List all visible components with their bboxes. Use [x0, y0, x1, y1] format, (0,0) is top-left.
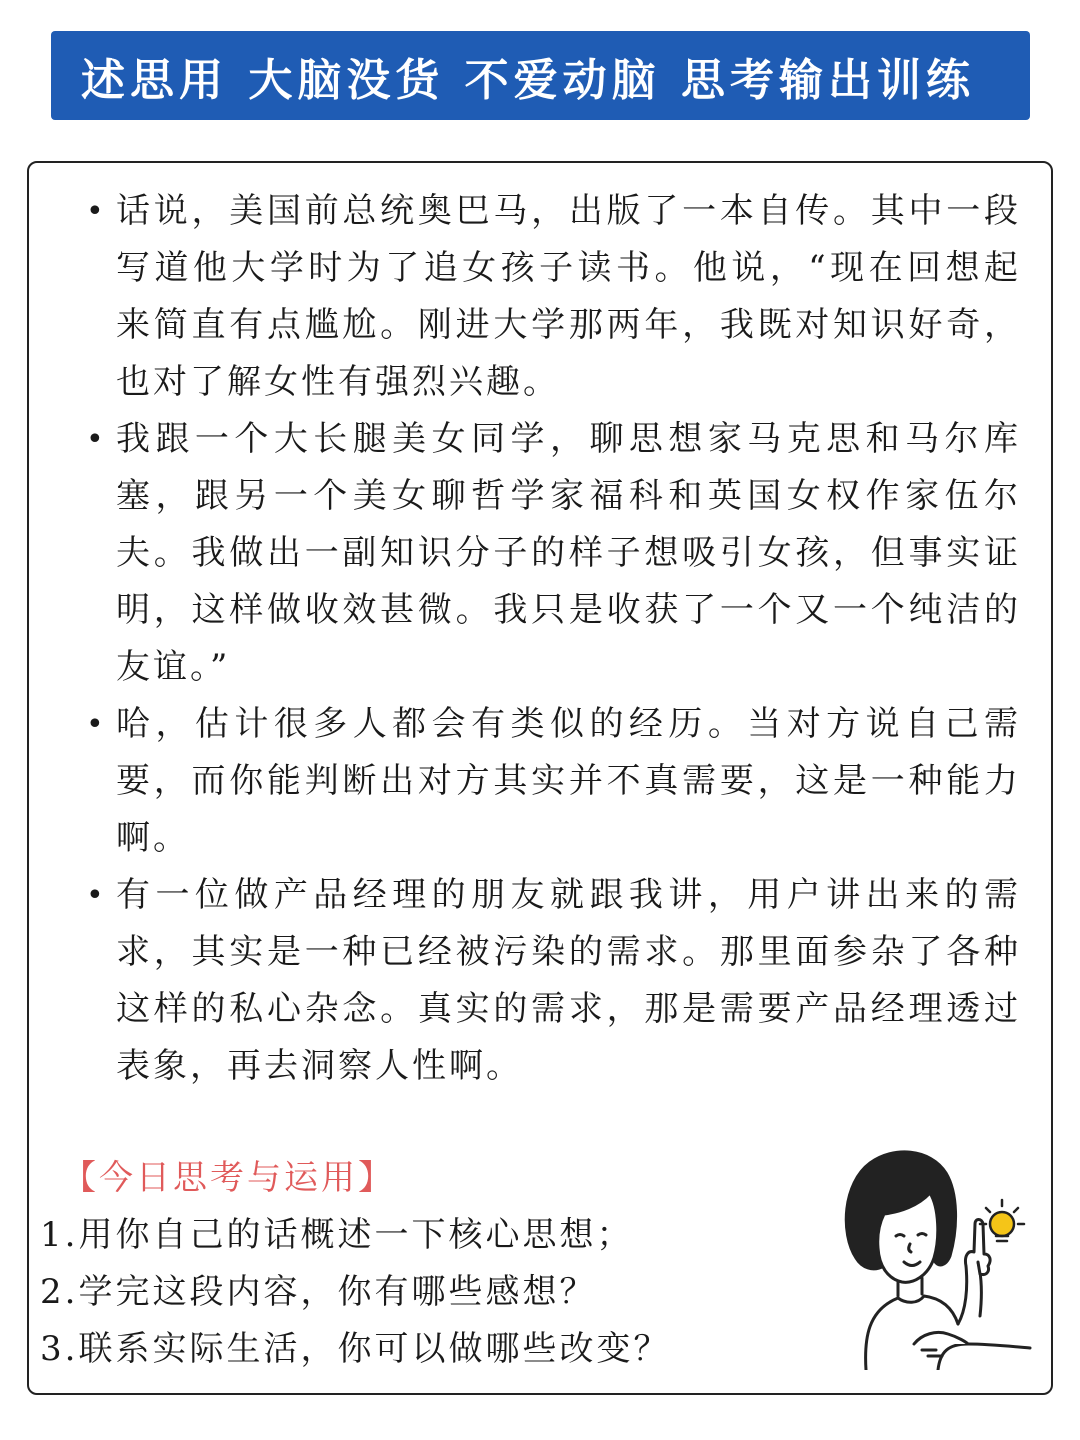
reflection-heading: 【今日思考与运用】 [62, 1158, 395, 1198]
question-item: 1.用你自己的话概述一下核心思想； [40, 1215, 634, 1255]
question-item: 2.学完这段内容，你有哪些感想？ [40, 1272, 597, 1312]
question-list [40, 1207, 670, 1378]
bullet-item [86, 867, 1021, 1095]
bullet-item [86, 183, 1021, 411]
bullet-dot-icon: • [86, 707, 107, 742]
bullet-text: 有一位做产品经理的朋友就跟我讲，用户讲出来的需求，其实是一种已经被污染的需求。那里面参杂了各种这样的私心杂念。真实的需求，那是需要产品经理透过表象，再去洞察人性啊。 [116, 875, 1021, 1086]
eye-left [896, 1235, 904, 1237]
bullet-text: 话说，美国前总统奥巴马，出版了一本自传。其中一段写道他大学时为了追女孩子读书。他说，“现在回想起来简直有点尴尬。刚进大学那两年，我既对知识好奇，也对了解女性有强烈兴趣。 [116, 191, 1021, 402]
bullet-dot-icon: • [86, 422, 107, 457]
bullet-item [86, 696, 1021, 867]
lightbulb-icon [980, 1200, 1024, 1241]
title-banner [51, 31, 1030, 120]
lower-fingers [922, 1350, 942, 1356]
page-title: 述思用 大脑没货 不爱动脑 思考输出训练 [81, 54, 975, 106]
question-item: 3.联系实际生活，你可以做哪些改变？ [40, 1329, 671, 1369]
bullet-item [86, 411, 1021, 696]
bullet-text: 我跟一个大长腿美女同学，聊思想家马克思和马尔库塞，跟另一个美女聊哲学家福科和英国女权作家伍尔夫。我做出一副知识分子的样子想吸引女孩，但事实证明，这样做收效甚微。我只是收获了一个又一个纯洁的友谊。” [116, 419, 1021, 687]
bullet-dot-icon: • [86, 878, 107, 913]
bullet-text: 哈，估计很多人都会有类似的经历。当对方说自己需要，而你能判断出对方其实并不真需要，这是一种能力啊。 [116, 704, 1021, 858]
woman-pointing-illustration [818, 1138, 1040, 1370]
lower-hand [914, 1332, 968, 1344]
bullet-dot-icon: • [86, 194, 107, 229]
bullet-list [86, 183, 1021, 1095]
eye-right [918, 1234, 926, 1236]
raised-arm [958, 1266, 967, 1324]
pointing-hand [965, 1220, 990, 1275]
lower-arm [938, 1344, 1030, 1370]
